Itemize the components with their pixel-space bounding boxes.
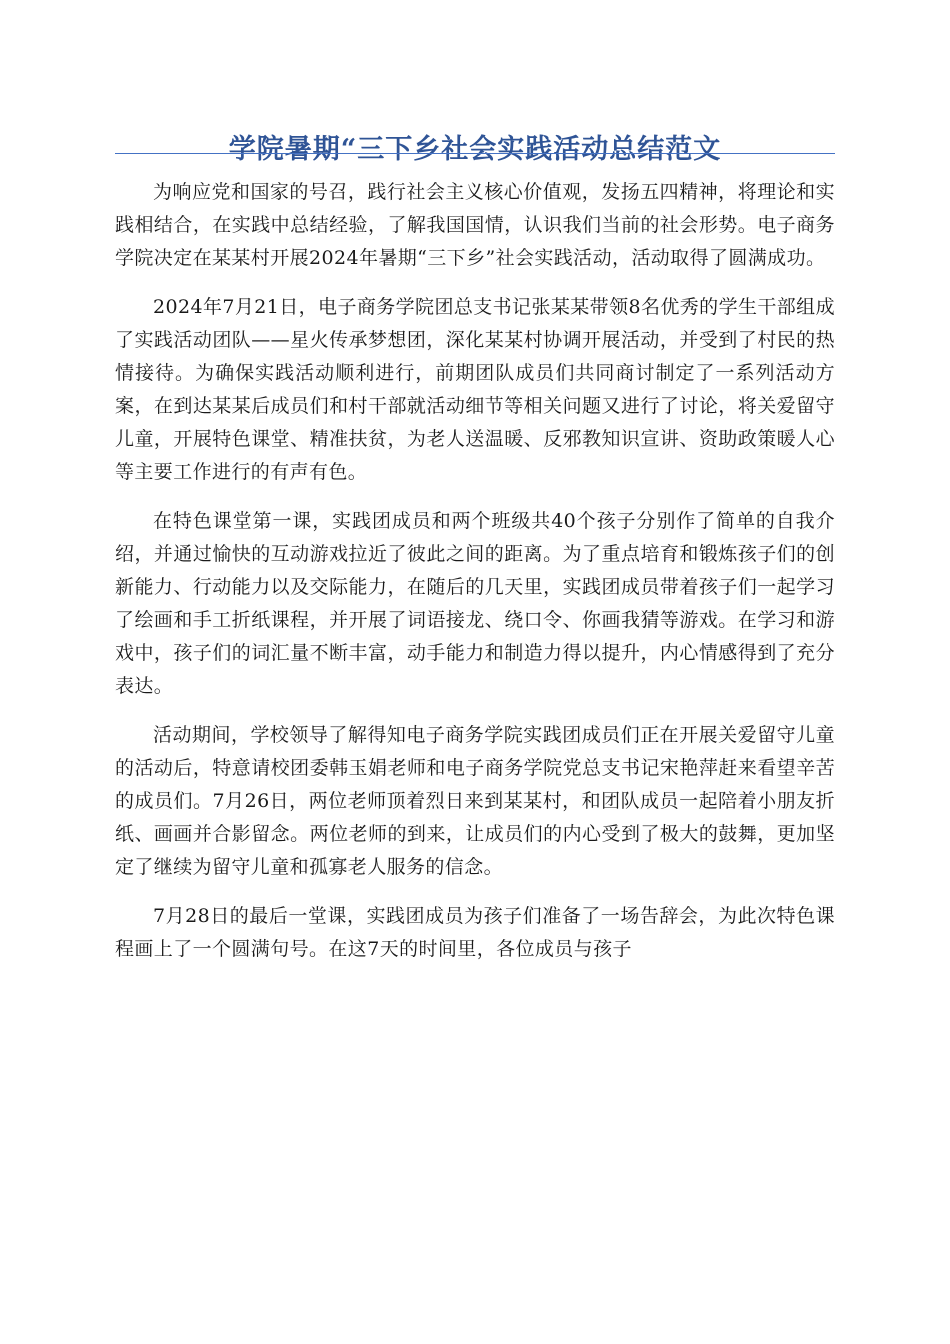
- paragraph-intro: 为响应党和国家的号召，践行社会主义核心价值观，发扬五四精神，将理论和实践相结合，在实践中总结经验，了解我国国情，认识我们当前的社会形势。电子商务学院决定在某某村开展2024年暑期“三下乡”社会实践活动，活动取得了圆满成功。: [115, 181, 835, 269]
- paragraph-farewell: 7月28日的最后一堂课，实践团成员为孩子们准备了一场告辞会，为此次特色课程画上了一个圆满句号。在这7天的时间里，各位成员与孩子: [115, 905, 835, 960]
- document-body: [115, 176, 835, 982]
- document-title: 学院暑期“三下乡社会实践活动总结范文: [228, 134, 722, 166]
- paragraph-special-class: 在特色课堂第一课，实践团成员和两个班级共40个孩子分别作了简单的自我介绍，并通过愉快的互动游戏拉近了彼此之间的距离。为了重点培育和锻炼孩子们的创新能力、行动能力以及交际能力，在随后的几天里，实践团成员带着孩子们一起学习了绘画和手工折纸课程，并开展了词语接龙、绕口令、你画我猜等游戏。在学习和游戏中，孩子们的词汇量不断丰富，动手能力和制造力得以提升，内心情感得到了充分表达。: [115, 510, 835, 697]
- paragraph-leader-visit: 活动期间，学校领导了解得知电子商务学院实践团成员们正在开展关爱留守儿童的活动后，特意请校团委韩玉娟老师和电子商务学院党总支书记宋艳萍赶来看望辛苦的成员们。7月26日，两位老师顶着烈日来到某某村，和团队成员一起陪着小朋友折纸、画画并合影留念。两位老师的到来，让成员们的内心受到了极大的鼓舞，更加坚定了继续为留守儿童和孤寡老人服务的信念。: [115, 724, 835, 878]
- paragraph-team-formation: 2024年7月21日，电子商务学院团总支书记张某某带领8名优秀的学生干部组成了实践活动团队——星火传承梦想团，深化某某村协调开展活动，并受到了村民的热情接待。为确保实践活动顺利进行，前期团队成员们共同商讨制定了一系列活动方案，在到达某某后成员们和村干部就活动细节等相关问题又进行了讨论，将关爱留守儿童，开展特色课堂、精准扶贫，为老人送温暖、反邪教知识宣讲、资助政策暖人心等主要工作进行的有声有色。: [115, 296, 835, 483]
- title-underline: [115, 153, 835, 154]
